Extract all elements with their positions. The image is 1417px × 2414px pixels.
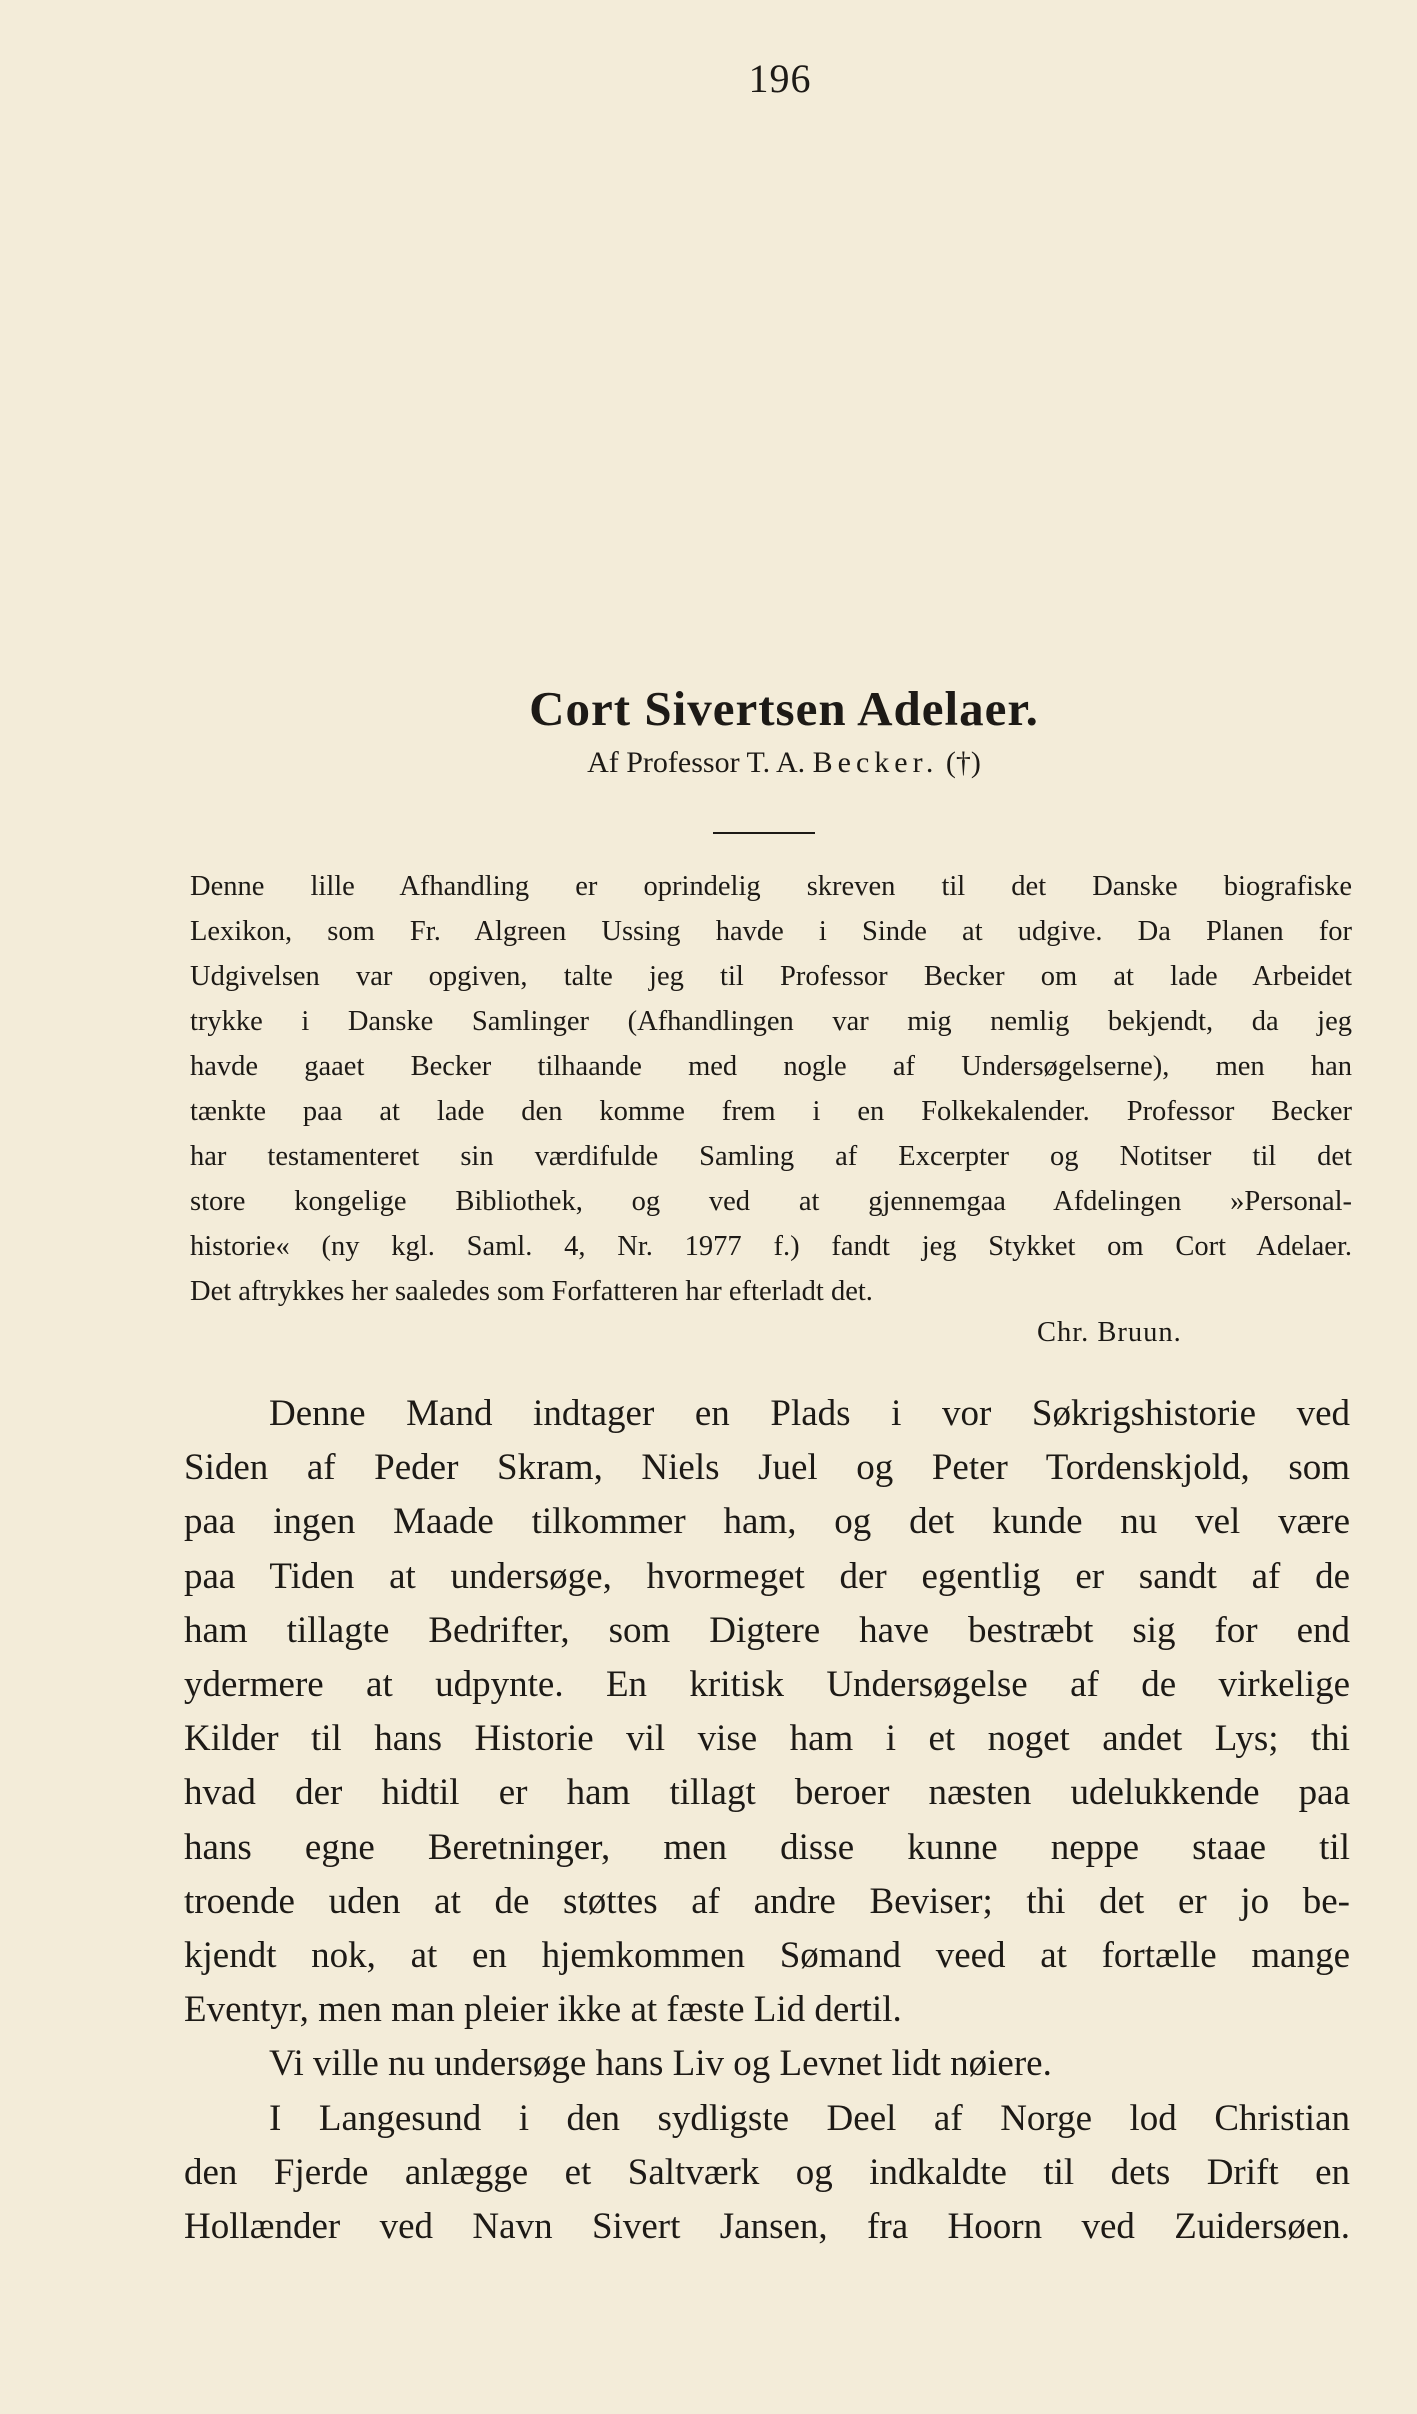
article-body — [184, 1387, 1350, 2254]
intro-line: tænkte paa at lade den komme frem i en Folkekalender. Professor Becker — [190, 1096, 1352, 1127]
body-line: Kilder til hans Historie vil vise ham i et noget andet Lys; thi — [184, 1718, 1350, 1760]
body-line: Denne Mand indtager en Plads i vor Søkrigshistorie ved — [269, 1393, 1350, 1434]
body-line: den Fjerde anlægge et Saltværk og indkaldte til dets Drift en — [184, 2151, 1350, 2193]
body-line: ydermere at udpynte. En kritisk Undersøgelse af de virkelige — [184, 1664, 1350, 1706]
body-line: ham tillagte Bedrifter, som Digtere have bestræbt sig for end — [184, 1609, 1350, 1651]
body-line: hvad der hidtil er ham tillagt beroer næsten udelukkende paa — [184, 1772, 1350, 1814]
page-number: 196 — [748, 56, 812, 101]
intro-line: Denne lille Afhandling er oprindelig skreven til det Danske biografiske — [190, 871, 1352, 902]
body-line: Siden af Peder Skram, Niels Juel og Peter Tordenskjold, som — [184, 1447, 1350, 1489]
title-divider — [713, 832, 815, 834]
article-title: Cort Sivertsen Adelaer. — [529, 681, 1039, 736]
body-line: paa Tiden at undersøge, hvormeget der egentlig er sandt af de — [184, 1555, 1350, 1597]
editor-introduction — [190, 864, 1352, 1314]
intro-line: har testamenteret sin værdifulde Samling af Excerpter og Notitser til det — [190, 1141, 1352, 1172]
intro-line: historie« (ny kgl. Saml. 4, Nr. 1977 f.) fandt jeg Stykket om Cort Adelaer. — [190, 1231, 1352, 1262]
intro-line: Udgivelsen var opgiven, talte jeg til Professor Becker om at lade Arbeidet — [190, 961, 1352, 992]
body-line: Vi ville nu undersøge hans Liv og Levnet lidt nøiere. — [269, 2043, 1052, 2085]
intro-line: store kongelige Bibliothek, og ved at gjennemgaa Afdelingen »Personal- — [190, 1186, 1352, 1217]
editor-signature: Chr. Bruun. — [1037, 1317, 1182, 1348]
intro-line: Lexikon, som Fr. Algreen Ussing havde i Sinde at udgive. Da Planen for — [190, 916, 1352, 947]
byline-deceased-mark: (†) — [945, 746, 981, 779]
intro-line: havde gaaet Becker tilhaande med nogle af Undersøgelserne), men han — [190, 1051, 1352, 1082]
byline-author-name: Becker. — [812, 746, 939, 779]
body-line: hans egne Beretninger, men disse kunne neppe staae til — [184, 1826, 1350, 1868]
body-line: paa ingen Maade tilkommer ham, og det kunde nu vel være — [184, 1501, 1350, 1543]
body-line: kjendt nok, at en hjemkommen Sømand veed at fortælle mange — [184, 1935, 1350, 1977]
byline — [0, 746, 1417, 780]
body-line: Eventyr, men man pleier ikke at fæste Lid dertil. — [184, 1989, 902, 2031]
body-line: I Langesund i den sydligste Deel af Norge lod Christian — [269, 2097, 1350, 2139]
body-line: troende uden at de støttes af andre Beviser; thi det er jo be- — [184, 1880, 1350, 1922]
intro-line: Det aftrykkes her saaledes som Forfatteren har efterladt det. — [190, 1276, 873, 1307]
body-line: Hollænder ved Navn Sivert Jansen, fra Hoorn ved Zuidersøen. — [184, 2206, 1350, 2248]
intro-line: trykke i Danske Samlinger (Afhandlingen var mig nemlig bekjendt, da jeg — [190, 1006, 1352, 1037]
byline-prefix: Af Professor T. A. — [587, 746, 806, 779]
